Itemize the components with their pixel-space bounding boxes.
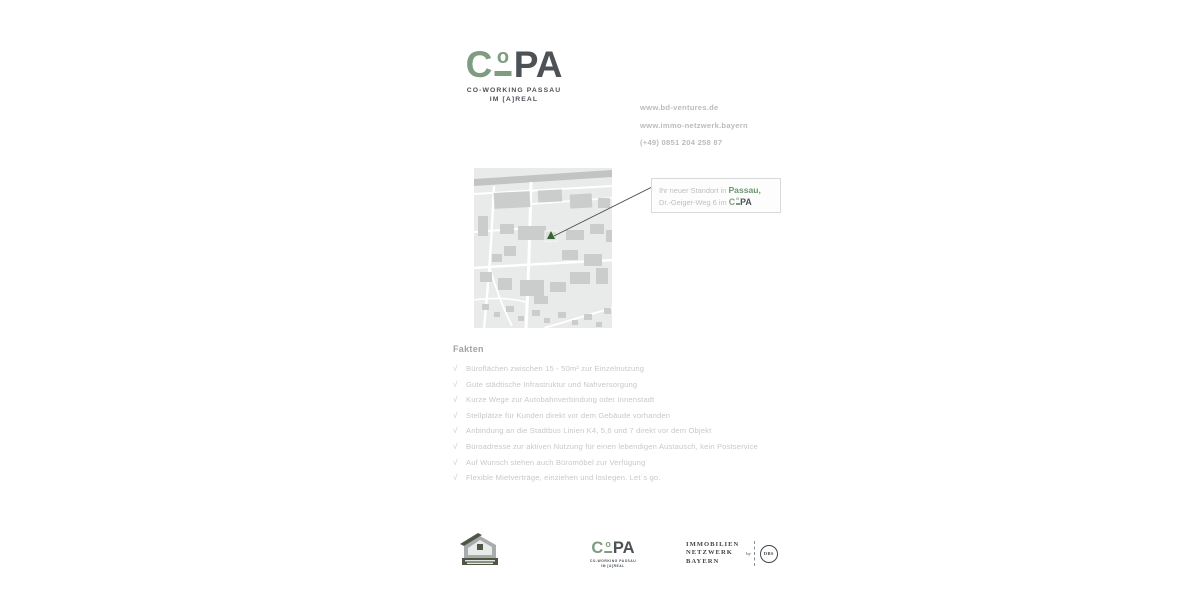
callout-line1	[659, 184, 773, 197]
location-callout	[651, 178, 781, 213]
fact-item	[453, 458, 783, 474]
fact-text: Kurze Wege zur Autobahnverbindung oder Innenstadt	[466, 395, 655, 405]
fact-text: Auf Wunsch stehen auch Büromöbel zur Verfügung	[466, 457, 646, 467]
fact-item	[453, 473, 783, 489]
house-icon	[459, 531, 501, 569]
callout-prefix: Ihr neuer Standort in	[659, 186, 729, 195]
immobilien-netzwerk-bayern-logo	[686, 541, 778, 566]
logo-letters-pa: PA	[513, 44, 563, 85]
immo-by-label: by	[746, 551, 751, 556]
location-map	[474, 168, 612, 328]
callout-address: Dr.-Geiger-Weg 6 im	[659, 198, 729, 207]
copa-logo	[460, 46, 568, 103]
fact-item	[453, 364, 783, 380]
copa-wordmark	[460, 46, 568, 83]
fact-item	[453, 380, 783, 396]
fact-text: Stellplätze für Kunden direkt vor dem Gebäude vorhanden	[466, 410, 671, 420]
fact-text: Flexible Mietverträge, einziehen und loslegen. Let´s go.	[466, 473, 661, 483]
footer-copa-logo	[586, 540, 640, 568]
fact-text: Büroadresse zur aktiven Nutzung für einen lebendigen Austausch, kein Postservice	[466, 441, 758, 451]
callout-logo-o-underline	[736, 203, 740, 204]
contact-block	[640, 103, 748, 156]
fact-item	[453, 426, 783, 442]
fact-item	[453, 395, 783, 411]
callout-copa-wordmark: C o PA	[728, 196, 752, 207]
bd-ventures-house-logo	[459, 531, 501, 574]
street-map-image	[474, 168, 612, 328]
check-icon: √	[453, 473, 458, 483]
check-icon: √	[453, 379, 458, 389]
check-icon: √	[453, 457, 458, 467]
callout-line2	[659, 197, 773, 209]
immo-netzwerk-text: IMMOBILIEN NETZWERK BAYERN	[686, 541, 740, 565]
fact-item	[453, 442, 783, 458]
logo-letter-c: C	[465, 44, 493, 85]
check-icon: √	[453, 441, 458, 451]
callout-city: Passau	[728, 185, 759, 195]
logo-o-underline	[495, 71, 512, 76]
immo-divider	[754, 541, 755, 566]
website-link-bd-ventures[interactable]: www.bd-ventures.de	[640, 103, 719, 112]
check-icon: √	[453, 426, 458, 436]
fact-text: Anbindung an die Stadtbus Linien K4, 5,6 und 7 direkt vor dem Objekt	[466, 426, 712, 436]
footer-copa-wordmark: C o PA	[591, 538, 635, 557]
website-link-immo-netzwerk[interactable]: www.immo-netzwerk.bayern	[640, 120, 748, 130]
footer-logo-o-underline	[604, 551, 612, 553]
logo-subtitle-line1: CO-WORKING PASSAU	[466, 87, 562, 94]
fact-text: Büroflächen zwischen 15 - 50m² zur Einzelnutzung	[466, 364, 645, 373]
check-icon: √	[453, 410, 458, 420]
callout-comma: ,	[758, 185, 761, 195]
fact-text: Gute städtische Infrastruktur und Nahversorgung	[466, 379, 638, 389]
callout-logo-o: o	[735, 199, 740, 205]
footer-logo-subtitle-line1: CO-WORKING PASSAU	[589, 558, 637, 563]
footer-logo-subtitle-line2: IM [A]REAL	[601, 563, 625, 568]
dbs-badge-icon: DBS	[760, 545, 778, 563]
logo-subtitle-line2: IM [A]REAL	[489, 96, 539, 103]
check-icon: √	[453, 364, 458, 373]
facts-list	[453, 364, 783, 489]
check-icon: √	[453, 395, 458, 405]
facts-heading: Fakten	[453, 344, 484, 354]
logo-letter-o: o	[492, 50, 513, 77]
fact-item	[453, 411, 783, 427]
phone-number: (+49) 0851 204 258 87	[640, 138, 723, 147]
footer-logo-o: o	[603, 541, 613, 553]
